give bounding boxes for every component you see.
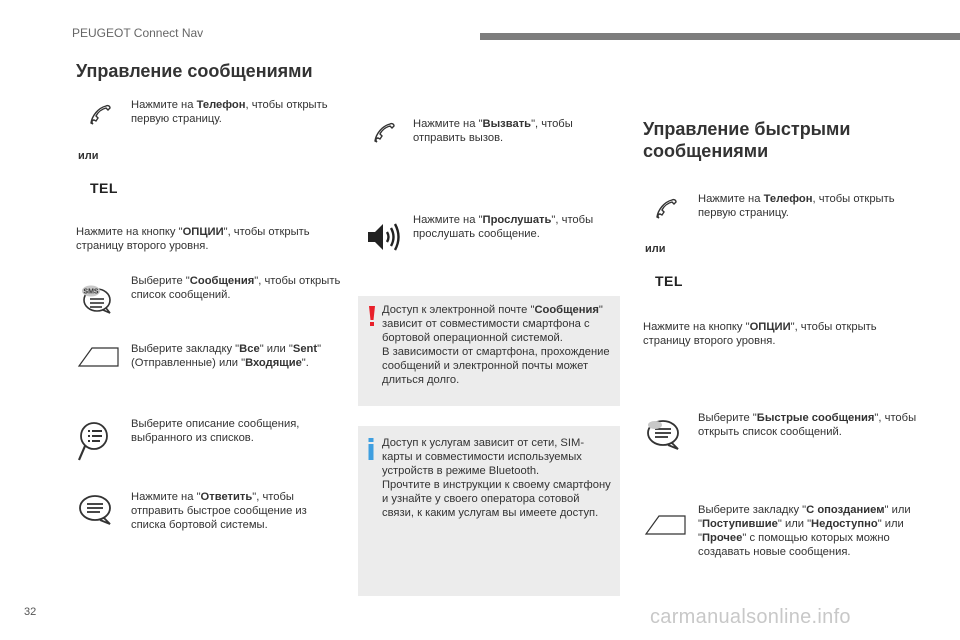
step-open-phone-quick: Нажмите на Телефон, чтобы открыть первую страницу. <box>698 193 895 219</box>
sms-icon-label: SMS <box>83 288 99 296</box>
call-icon <box>372 122 398 148</box>
tel-button-label: TEL <box>90 180 118 196</box>
page-number: 32 <box>24 606 37 618</box>
step-select-quick-messages: Выберите "Быстрые сообщения", чтобы открыть список сообщений. <box>698 412 917 438</box>
quick-messages-icon <box>646 419 680 451</box>
section-heading-quick-messages: Управление быстрыми сообщениями <box>643 119 851 161</box>
phone-icon <box>88 104 114 130</box>
step-select-tab: Выберите закладку "Все" или "Sent" (Отправленные) или "Входящие". <box>131 343 322 369</box>
sms-message-icon <box>80 283 112 315</box>
step-reply: Нажмите на "Ответить", чтобы отправить быстрое сообщение из списка бортовой системы. <box>131 491 307 531</box>
step-select-tab-quick: Выберите закладку "С опозданием" или "Поступившие" или "Недоступно" или "Прочее" с помощью которых можно создавать новые сообщения. <box>698 504 911 558</box>
tab-icon <box>78 347 120 367</box>
info-icon <box>368 438 374 460</box>
phone-icon <box>654 198 680 224</box>
tel-button-label-quick: TEL <box>655 273 683 289</box>
step-select-messages: Выберите "Сообщения", чтобы открыть список сообщений. <box>131 275 341 301</box>
message-detail-icon <box>78 420 110 462</box>
step-options-quick: Нажмите на кнопку "ОПЦИИ", чтобы открыть страницу второго уровня. <box>643 321 877 347</box>
warning-text: Доступ к электронной почте "Сообщения" зависит от совместимости смартфона с бортовой операционной системой. В зависимости от смартфона, прохождение сообщений и электронной почты может длиться долго. <box>382 304 610 386</box>
step-options: Нажмите на кнопку "ОПЦИИ", чтобы открыть страницу второго уровня. <box>76 226 310 252</box>
tab-icon <box>645 515 687 535</box>
or-label: или <box>78 150 99 162</box>
header-bar <box>480 33 960 40</box>
step-select-description: Выберите описание сообщения, выбранного из списков. <box>131 418 300 444</box>
step-call: Нажмите на "Вызвать", чтобы отправить вызов. <box>413 118 573 144</box>
warning-icon <box>369 306 375 327</box>
step-listen: Нажмите на "Прослушать", чтобы прослушать сообщение. <box>413 214 594 240</box>
manual-title: PEUGEOT Connect Nav <box>72 26 204 40</box>
or-label-quick: или <box>645 243 666 255</box>
speaker-icon <box>366 222 402 252</box>
quick-message-icon <box>78 494 112 526</box>
watermark: carmanualsonline.info <box>650 606 851 628</box>
section-heading-messages: Управление сообщениями <box>76 61 313 81</box>
step-open-phone: Нажмите на Телефон, чтобы открыть первую страницу. <box>131 99 328 125</box>
info-text: Доступ к услугам зависит от сети, SIM-карты и совместимости используемых устройств в режиме Bluetooth. Прочтите в инструкции к своему смартфону и узнайте у своего оператора сотовой связи, к каким услугам вы имеете доступ. <box>382 437 611 519</box>
